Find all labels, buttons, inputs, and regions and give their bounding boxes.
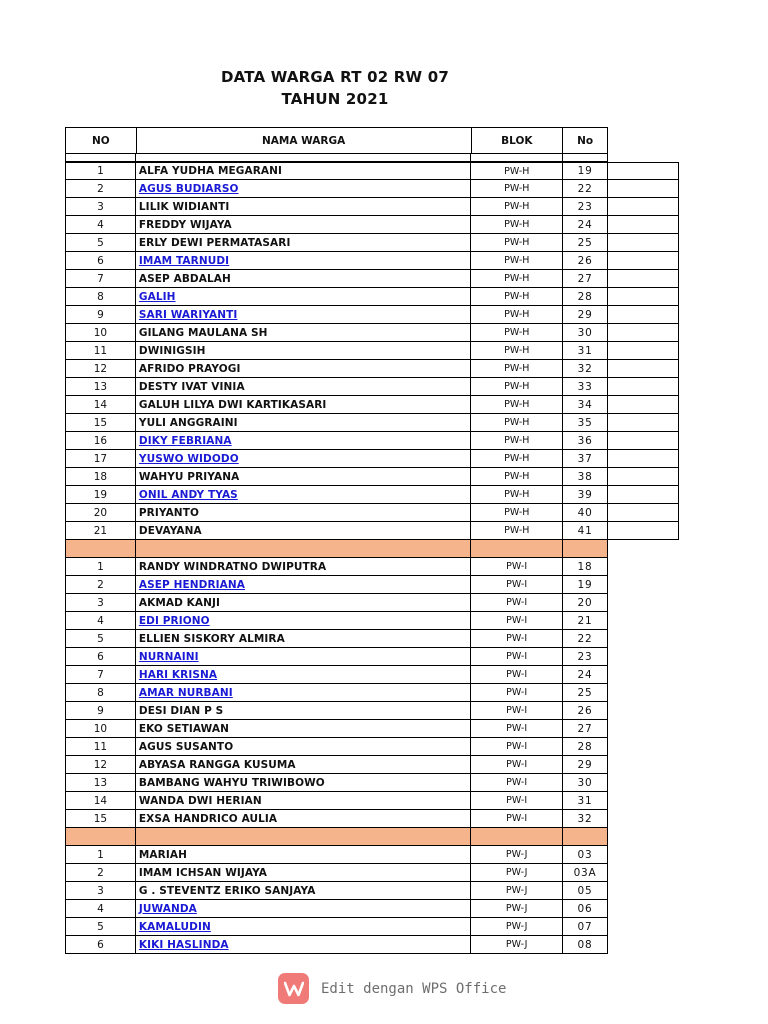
row-nomor: 41 — [563, 522, 608, 539]
row-blok: PW-H — [471, 234, 563, 251]
row-blok: PW-I — [471, 738, 563, 755]
row-nama[interactable]: GALIH — [136, 288, 471, 305]
row-nomor: 03A — [563, 864, 608, 881]
row-blok: PW-H — [471, 270, 563, 287]
row-no: 5 — [66, 918, 136, 935]
row-blok: PW-J — [471, 846, 563, 863]
row-extra-cell — [608, 432, 679, 449]
table-row — [65, 738, 608, 756]
row-nomor: 29 — [563, 756, 608, 773]
table-row — [65, 486, 679, 504]
row-nama[interactable]: SARI WARIYANTI — [136, 306, 471, 323]
row-nomor: 33 — [563, 378, 608, 395]
row-no: 9 — [66, 306, 136, 323]
section-separator — [65, 540, 608, 558]
row-nomor: 24 — [563, 216, 608, 233]
row-extra-cell — [608, 450, 679, 467]
row-nama[interactable]: AMAR NURBANI — [136, 684, 471, 701]
row-no: 2 — [66, 180, 136, 197]
row-extra-cell — [608, 378, 679, 395]
row-no: 19 — [66, 486, 136, 503]
header-no: NO — [92, 134, 110, 147]
document-subtitle: TAHUN 2021 — [281, 90, 389, 108]
row-nomor: 31 — [563, 342, 608, 359]
table-row — [65, 666, 608, 684]
row-nomor: 23 — [563, 198, 608, 215]
row-blok: PW-I — [471, 594, 563, 611]
row-nama: DEVAYANA — [136, 522, 471, 539]
row-blok: PW-H — [471, 432, 563, 449]
table-row — [65, 576, 608, 594]
row-nomor: 36 — [563, 432, 608, 449]
row-blok: PW-I — [471, 810, 563, 827]
row-blok: PW-H — [471, 396, 563, 413]
table-row — [65, 774, 608, 792]
row-nama: WAHYU PRIYANA — [136, 468, 471, 485]
row-nama: IMAM ICHSAN WIJAYA — [136, 864, 471, 881]
row-blok: PW-H — [471, 198, 563, 215]
row-nama[interactable]: NURNAINI — [136, 648, 471, 665]
row-nomor: 35 — [563, 414, 608, 431]
spacer-row — [65, 154, 608, 162]
row-extra-cell — [608, 180, 679, 197]
row-nomor: 32 — [563, 810, 608, 827]
row-extra-cell — [608, 324, 679, 341]
table-row — [65, 756, 608, 774]
row-extra-cell — [608, 360, 679, 377]
row-nomor: 26 — [563, 702, 608, 719]
row-extra-cell — [608, 270, 679, 287]
row-blok: PW-J — [471, 918, 563, 935]
row-blok: PW-H — [471, 450, 563, 467]
header-nomor: No — [562, 128, 607, 153]
header-blok: BLOK — [471, 128, 563, 153]
row-no: 4 — [66, 900, 136, 917]
row-nama[interactable]: ASEP HENDRIANA — [136, 576, 471, 593]
row-no: 7 — [66, 666, 136, 683]
row-nama[interactable]: EDI PRIONO — [136, 612, 471, 629]
row-nomor: 27 — [563, 270, 608, 287]
row-nama: DESTY IVAT VINIA — [136, 378, 471, 395]
row-no: 13 — [66, 378, 136, 395]
row-nama[interactable]: AGUS BUDIARSO — [136, 180, 471, 197]
row-nomor: 07 — [563, 918, 608, 935]
row-no: 12 — [66, 756, 136, 773]
row-no: 6 — [66, 648, 136, 665]
table-row — [65, 162, 679, 180]
row-nama[interactable]: YUSWO WIDODO — [136, 450, 471, 467]
row-blok: PW-H — [471, 468, 563, 485]
row-nomor: 22 — [563, 630, 608, 647]
row-extra-cell — [608, 163, 679, 179]
row-nomor: 20 — [563, 594, 608, 611]
row-nama: ASEP ABDALAH — [136, 270, 471, 287]
row-nama: GALUH LILYA DWI KARTIKASARI — [136, 396, 471, 413]
row-extra-cell — [608, 504, 679, 521]
row-nomor: 05 — [563, 882, 608, 899]
table-row — [65, 396, 679, 414]
row-extra-cell — [608, 216, 679, 233]
row-extra-cell — [608, 288, 679, 305]
row-nama: YULI ANGGRAINI — [136, 414, 471, 431]
table-row — [65, 324, 679, 342]
row-nama: BAMBANG WAHYU TRIWIBOWO — [136, 774, 471, 791]
row-nama: RANDY WINDRATNO DWIPUTRA — [136, 558, 471, 575]
row-nomor: 38 — [563, 468, 608, 485]
table-row — [65, 630, 608, 648]
row-nama[interactable]: JUWANDA — [136, 900, 471, 917]
row-extra-cell — [608, 306, 679, 323]
row-no: 6 — [66, 252, 136, 269]
row-blok: PW-J — [471, 900, 563, 917]
wps-edit-link[interactable]: Edit dengan WPS Office — [321, 980, 507, 997]
row-no: 8 — [66, 684, 136, 701]
row-no: 3 — [66, 198, 136, 215]
table-row — [65, 684, 608, 702]
row-blok: PW-I — [471, 756, 563, 773]
row-nama: AGUS SUSANTO — [136, 738, 471, 755]
table-row — [65, 288, 679, 306]
row-no: 7 — [66, 270, 136, 287]
row-no: 5 — [66, 630, 136, 647]
row-nomor: 26 — [563, 252, 608, 269]
row-blok: PW-I — [471, 558, 563, 575]
row-no: 16 — [66, 432, 136, 449]
row-nama[interactable]: HARI KRISNA — [136, 666, 471, 683]
wps-edit-banner[interactable] — [278, 973, 506, 1004]
table-row — [65, 702, 608, 720]
row-nama: EKO SETIAWAN — [136, 720, 471, 737]
row-blok: PW-I — [471, 684, 563, 701]
table-row — [65, 810, 608, 828]
row-nama: MARIAH — [136, 846, 471, 863]
row-blok: PW-I — [471, 720, 563, 737]
row-nama[interactable]: DIKY FEBRIANA — [136, 432, 471, 449]
table-row — [65, 342, 679, 360]
row-extra-cell — [608, 414, 679, 431]
table-header — [65, 127, 608, 154]
row-blok: PW-H — [471, 504, 563, 521]
row-nama: FREDDY WIJAYA — [136, 216, 471, 233]
row-nomor: 18 — [563, 558, 608, 575]
table-row — [65, 504, 679, 522]
table-row — [65, 180, 679, 198]
row-no: 2 — [66, 576, 136, 593]
row-blok: PW-H — [471, 216, 563, 233]
row-nomor: 37 — [563, 450, 608, 467]
table-row — [65, 468, 679, 486]
row-extra-cell — [608, 198, 679, 215]
row-blok: PW-I — [471, 576, 563, 593]
row-nama[interactable]: KIKI HASLINDA — [136, 936, 471, 953]
row-nomor: 40 — [563, 504, 608, 521]
row-nomor: 24 — [563, 666, 608, 683]
row-nomor: 06 — [563, 900, 608, 917]
row-no: 9 — [66, 702, 136, 719]
table-row — [65, 198, 679, 216]
row-nomor: 28 — [563, 738, 608, 755]
row-nama: ALFA YUDHA MEGARANI — [136, 163, 471, 179]
row-nomor: 39 — [563, 486, 608, 503]
row-blok: PW-I — [471, 648, 563, 665]
row-no: 2 — [66, 864, 136, 881]
table-row — [65, 792, 608, 810]
row-blok: PW-H — [471, 306, 563, 323]
row-nomor: 08 — [563, 936, 608, 953]
row-blok: PW-I — [471, 666, 563, 683]
table-row — [65, 918, 608, 936]
row-nama: GILANG MAULANA SH — [136, 324, 471, 341]
row-no: 15 — [66, 414, 136, 431]
row-nomor: 27 — [563, 720, 608, 737]
row-no: 3 — [66, 882, 136, 899]
row-no: 11 — [66, 342, 136, 359]
row-nomor: 19 — [563, 576, 608, 593]
row-no: 10 — [66, 324, 136, 341]
row-blok: PW-J — [471, 882, 563, 899]
row-extra-cell — [608, 486, 679, 503]
row-nomor: 30 — [563, 324, 608, 341]
row-nama: ELLIEN SISKORY ALMIRA — [136, 630, 471, 647]
table-row — [65, 216, 679, 234]
table-row — [65, 612, 608, 630]
table-row — [65, 432, 679, 450]
table-row — [65, 936, 608, 954]
row-blok: PW-H — [471, 378, 563, 395]
table-row — [65, 522, 679, 540]
table-row — [65, 306, 679, 324]
row-nama: DWINIGSIH — [136, 342, 471, 359]
row-no: 14 — [66, 396, 136, 413]
section-separator — [65, 828, 608, 846]
row-nomor: 32 — [563, 360, 608, 377]
row-no: 20 — [66, 504, 136, 521]
row-blok: PW-H — [471, 288, 563, 305]
row-blok: PW-I — [471, 612, 563, 629]
row-blok: PW-J — [471, 936, 563, 953]
row-no: 11 — [66, 738, 136, 755]
row-nama[interactable]: IMAM TARNUDI — [136, 252, 471, 269]
row-no: 1 — [66, 846, 136, 863]
row-nomor: 19 — [563, 163, 608, 179]
row-no: 8 — [66, 288, 136, 305]
row-extra-cell — [608, 468, 679, 485]
row-nama: WANDA DWI HERIAN — [136, 792, 471, 809]
row-blok: PW-H — [471, 180, 563, 197]
row-no: 15 — [66, 810, 136, 827]
row-extra-cell — [608, 522, 679, 539]
table-row — [65, 882, 608, 900]
row-nama: LILIK WIDIANTI — [136, 198, 471, 215]
row-nama: G . STEVENTZ ERIKO SANJAYA — [136, 882, 471, 899]
row-no: 17 — [66, 450, 136, 467]
row-nama: AFRIDO PRAYOGI — [136, 360, 471, 377]
table-row — [65, 558, 608, 576]
row-blok: PW-I — [471, 774, 563, 791]
table-row — [65, 360, 679, 378]
row-extra-cell — [608, 342, 679, 359]
row-blok: PW-H — [471, 252, 563, 269]
row-blok: PW-H — [471, 522, 563, 539]
row-no: 10 — [66, 720, 136, 737]
row-nomor: 23 — [563, 648, 608, 665]
row-nomor: 22 — [563, 180, 608, 197]
table-row — [65, 270, 679, 288]
row-nama[interactable]: KAMALUDIN — [136, 918, 471, 935]
table-row — [65, 846, 608, 864]
row-nama[interactable]: ONIL ANDY TYAS — [136, 486, 471, 503]
row-nama: AKMAD KANJI — [136, 594, 471, 611]
table-row — [65, 720, 608, 738]
table-row — [65, 450, 679, 468]
row-nomor: 03 — [563, 846, 608, 863]
row-nomor: 30 — [563, 774, 608, 791]
row-nomor: 31 — [563, 792, 608, 809]
document-title: DATA WARGA RT 02 RW 07 — [221, 68, 449, 86]
table-row — [65, 378, 679, 396]
row-nomor: 34 — [563, 396, 608, 413]
row-blok: PW-I — [471, 630, 563, 647]
table-row — [65, 864, 608, 882]
row-blok: PW-H — [471, 163, 563, 179]
row-no: 3 — [66, 594, 136, 611]
table-row — [65, 648, 608, 666]
row-blok: PW-I — [471, 792, 563, 809]
row-no: 1 — [66, 163, 136, 179]
table-row — [65, 252, 679, 270]
row-no: 18 — [66, 468, 136, 485]
table-row — [65, 900, 608, 918]
row-blok: PW-J — [471, 864, 563, 881]
row-blok: PW-H — [471, 360, 563, 377]
row-no: 4 — [66, 612, 136, 629]
row-blok: PW-H — [471, 342, 563, 359]
row-no: 5 — [66, 234, 136, 251]
row-nama: ERLY DEWI PERMATASARI — [136, 234, 471, 251]
row-blok: PW-H — [471, 324, 563, 341]
row-nama: PRIYANTO — [136, 504, 471, 521]
row-nomor: 21 — [563, 612, 608, 629]
table-row — [65, 234, 679, 252]
row-nomor: 29 — [563, 306, 608, 323]
table-row — [65, 414, 679, 432]
table-row — [65, 594, 608, 612]
row-nama: DESI DIAN P S — [136, 702, 471, 719]
row-blok: PW-I — [471, 702, 563, 719]
row-nomor: 25 — [563, 234, 608, 251]
row-nomor: 25 — [563, 684, 608, 701]
row-no: 14 — [66, 792, 136, 809]
row-no: 6 — [66, 936, 136, 953]
row-blok: PW-H — [471, 486, 563, 503]
row-no: 21 — [66, 522, 136, 539]
row-no: 4 — [66, 216, 136, 233]
row-no: 12 — [66, 360, 136, 377]
row-extra-cell — [608, 252, 679, 269]
row-nomor: 28 — [563, 288, 608, 305]
wps-logo-icon[interactable] — [278, 973, 309, 1004]
row-blok: PW-H — [471, 414, 563, 431]
row-no: 13 — [66, 774, 136, 791]
header-nama: NAMA WARGA — [136, 128, 471, 153]
row-extra-cell — [608, 396, 679, 413]
row-nama: ABYASA RANGGA KUSUMA — [136, 756, 471, 773]
row-no: 1 — [66, 558, 136, 575]
row-extra-cell — [608, 234, 679, 251]
row-nama: EXSA HANDRICO AULIA — [136, 810, 471, 827]
